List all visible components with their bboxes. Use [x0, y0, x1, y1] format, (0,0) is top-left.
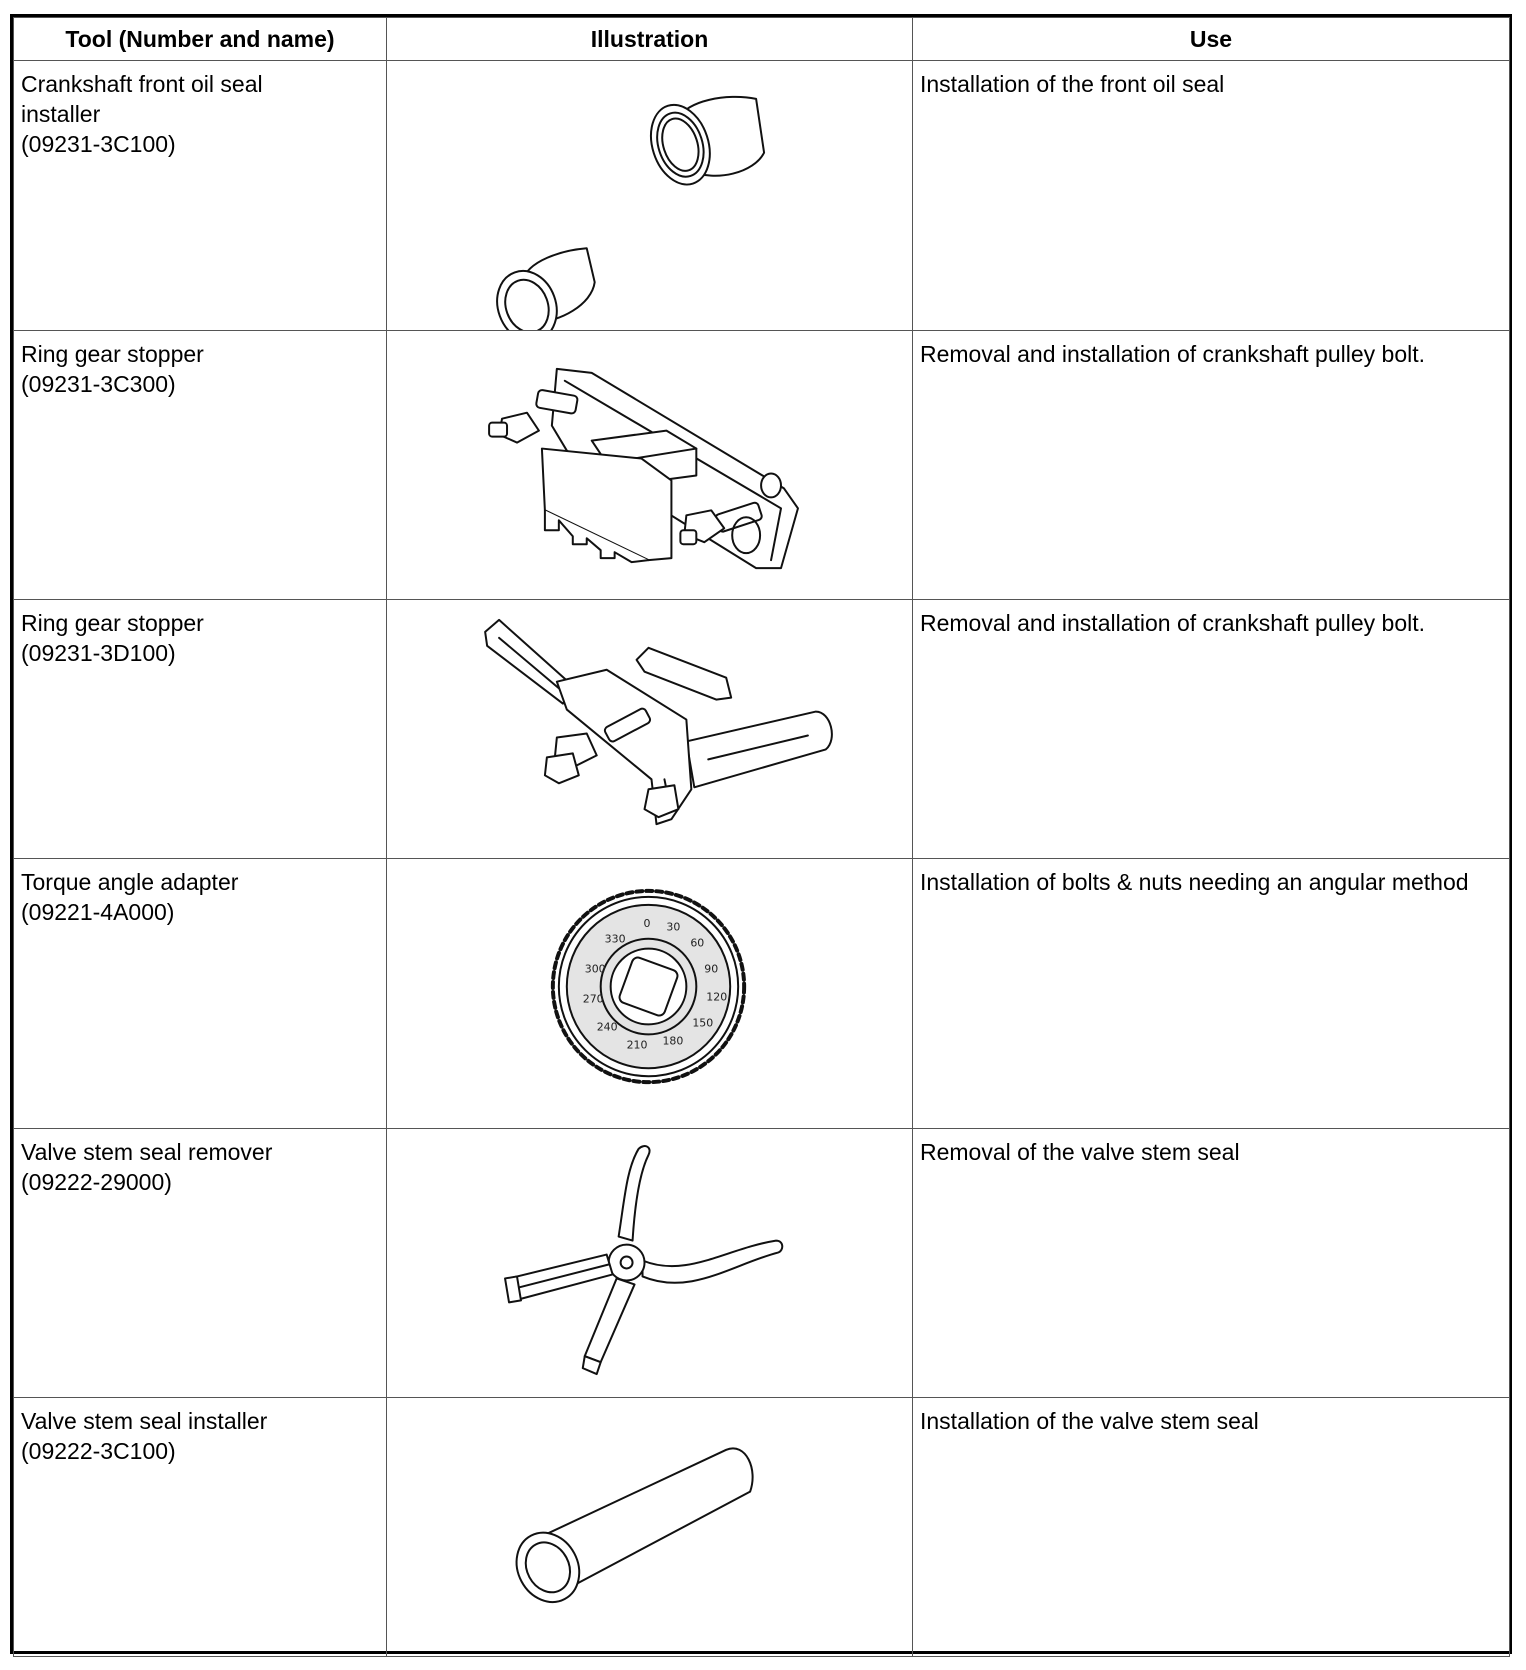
svg-text:60: 60: [690, 936, 705, 950]
header-tool: Tool (Number and name): [14, 18, 387, 61]
use-cell: Installation of the front oil seal: [913, 61, 1510, 331]
tool-number: (09222-29000): [21, 1169, 172, 1195]
tool-cell: [14, 61, 387, 331]
illustration-cell: [387, 61, 913, 331]
tool-name: Ring gear stopper: [21, 341, 204, 367]
illustration-cell: [387, 600, 913, 859]
table-row: [14, 1398, 1510, 1657]
tool-number: (09231-3C300): [21, 371, 176, 397]
svg-text:30: 30: [666, 920, 681, 934]
tool-cell: [14, 1398, 387, 1657]
illustration-cell: [387, 1398, 913, 1657]
use-cell: Installation of the valve stem seal: [913, 1398, 1510, 1657]
tool-cell: [14, 600, 387, 859]
header-use: Use: [913, 18, 1510, 61]
tool-number: (09231-3D100): [21, 640, 176, 666]
table-header-row: [14, 18, 1510, 61]
svg-text:120: 120: [706, 990, 728, 1004]
tool-cell: [14, 859, 387, 1129]
table-row: [14, 859, 1510, 1129]
svg-text:90: 90: [704, 962, 719, 976]
table-row: [14, 1129, 1510, 1398]
tool-name: Ring gear stopper: [21, 610, 204, 636]
table-row: [14, 61, 1510, 331]
seal-installer-icon: [387, 61, 912, 330]
tool-name: Valve stem seal remover: [21, 1139, 273, 1165]
tool-cell: [14, 331, 387, 600]
tool-name: Crankshaft front oil seal installer: [21, 71, 263, 127]
svg-text:300: 300: [584, 962, 606, 976]
svg-text:240: 240: [596, 1020, 618, 1034]
illustration-cell: [387, 859, 913, 1129]
svg-text:330: 330: [604, 932, 626, 946]
tool-number: (09221-4A000): [21, 899, 175, 925]
tool-number: (09231-3C100): [21, 131, 176, 157]
svg-text:0: 0: [643, 916, 651, 930]
tool-name: Torque angle adapter: [21, 869, 239, 895]
svg-text:150: 150: [692, 1016, 714, 1030]
special-tools-table: [13, 17, 1510, 1657]
svg-text:210: 210: [626, 1038, 648, 1052]
ring-gear-stopper-icon: [387, 331, 912, 599]
svg-text:270: 270: [582, 992, 604, 1006]
tool-name: Valve stem seal installer: [21, 1408, 268, 1434]
use-cell: Installation of bolts & nuts needing an angular method: [913, 859, 1510, 1129]
tool-number: (09222-3C100): [21, 1438, 176, 1464]
torque-angle-adapter-icon: [387, 859, 912, 1128]
tool-table-frame: [10, 14, 1512, 1654]
ring-gear-stopper-arm-icon: [387, 600, 912, 858]
pliers-icon: [387, 1129, 912, 1397]
tool-cell: [14, 1129, 387, 1398]
use-cell: Removal and installation of crankshaft pulley bolt.: [913, 331, 1510, 600]
tube-icon: [387, 1398, 912, 1656]
illustration-cell: [387, 1129, 913, 1398]
header-illustration: Illustration: [387, 18, 913, 61]
use-cell: Removal of the valve stem seal: [913, 1129, 1510, 1398]
use-cell: Removal and installation of crankshaft pulley bolt.: [913, 600, 1510, 859]
illustration-cell: [387, 331, 913, 600]
table-row: [14, 600, 1510, 859]
svg-text:180: 180: [662, 1034, 684, 1048]
table-row: [14, 331, 1510, 600]
